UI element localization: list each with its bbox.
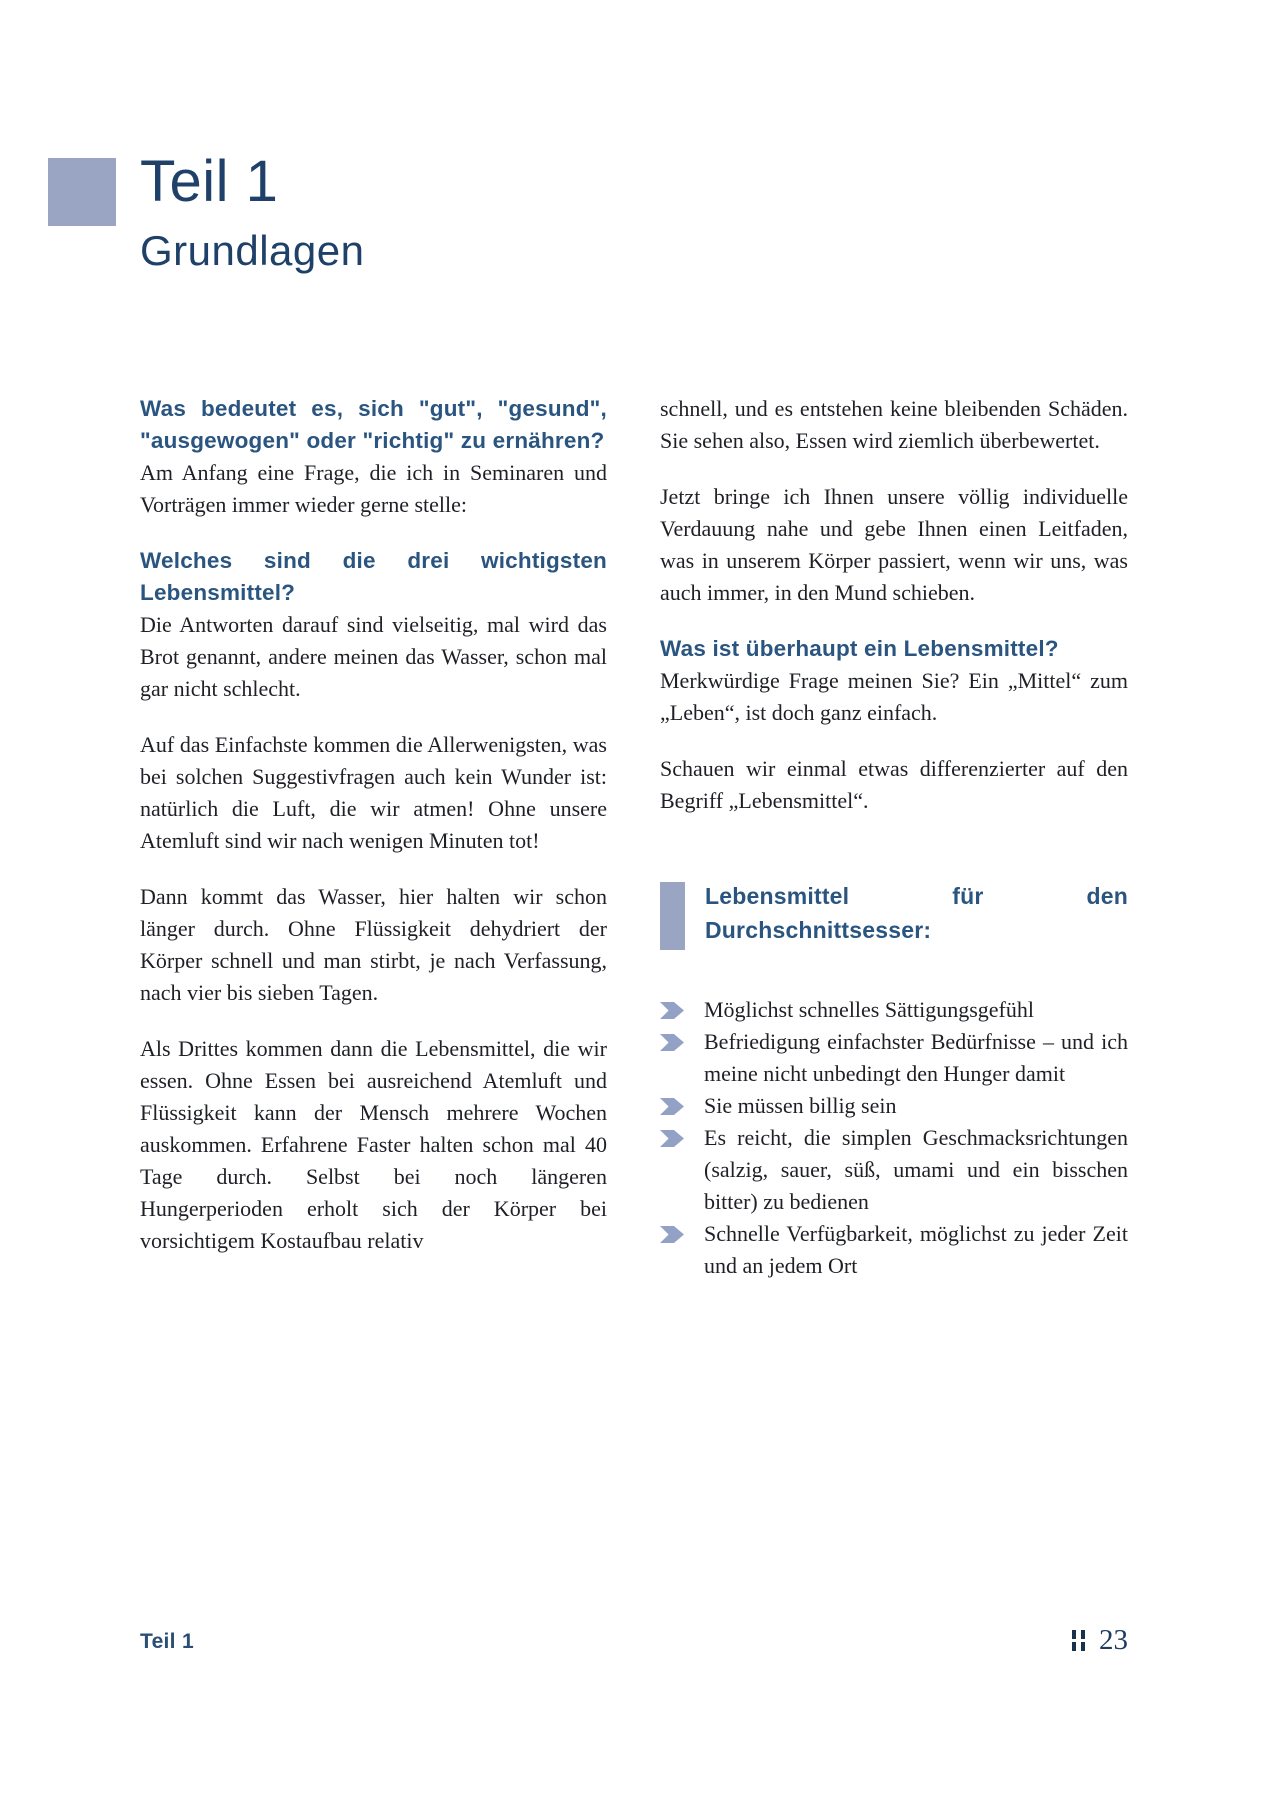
arrow-bullet-icon xyxy=(660,1034,684,1051)
right-column xyxy=(660,393,1128,1282)
paragraph: Schauen wir einmal etwas differenzierter auf den Begriff „Lebensmittel“. xyxy=(660,756,1128,813)
page-number-block xyxy=(1072,1624,1128,1656)
arrow-bullet-icon xyxy=(660,1226,684,1243)
list-item xyxy=(660,994,1128,1026)
box-accent-bar xyxy=(660,882,685,950)
box-section-header xyxy=(660,879,1128,950)
left-column xyxy=(140,393,607,1257)
list-item-text: Möglichst schnelles Sättigungsgefühl xyxy=(704,997,1034,1022)
list-item-text: Befriedigung einfachster Bedürfnisse – und ich meine nicht unbedingt den Hunger damit xyxy=(704,1029,1128,1086)
part-accent-square xyxy=(48,158,116,226)
box-title: Lebensmittel für den Durchschnittsesser: xyxy=(705,883,1128,943)
list-item-text: Sie müssen billig sein xyxy=(704,1093,897,1118)
page-marker-icon xyxy=(1072,1630,1085,1651)
list-item xyxy=(660,1218,1128,1282)
paragraph: Jetzt bringe ich Ihnen unsere völlig individuelle Verdauung nahe und gebe Ihnen einen Leitfaden, was in unserem Körper passiert, wenn wir uns, was auch immer, in den Mund schieben. xyxy=(660,484,1128,605)
paragraph: Dann kommt das Wasser, hier halten wir schon länger durch. Ohne Flüssigkeit dehydriert der Körper schnell und man stirbt, je nach Verfassung, nach vier bis sieben Tagen. xyxy=(140,884,607,1005)
paragraph: Am Anfang eine Frage, die ich in Seminaren und Vorträgen immer wieder gerne stelle: xyxy=(140,460,607,517)
list-item xyxy=(660,1122,1128,1218)
question-heading: Welches sind die drei wichtigsten Lebensmittel? xyxy=(140,548,607,605)
list-item-text: Es reicht, die simplen Geschmacksrichtungen (salzig, sauer, süß, umami und ein bisschen bitter) zu bedienen xyxy=(704,1125,1128,1214)
arrow-bullet-icon xyxy=(660,1002,684,1019)
arrow-bullet-icon xyxy=(660,1098,684,1115)
arrow-bullet-icon xyxy=(660,1130,684,1147)
list-item-text: Schnelle Verfügbarkeit, möglichst zu jeder Zeit und an jedem Ort xyxy=(704,1221,1128,1278)
question-heading: Was ist überhaupt ein Lebensmittel? xyxy=(660,636,1059,661)
question-heading: Was bedeutet es, sich "gut", "gesund", "ausgewogen" oder "richtig" zu ernähren? xyxy=(140,396,607,453)
paragraph: Auf das Einfachste kommen die Allerwenigsten, was bei solchen Suggestivfragen auch kein Wunder ist: natürlich die Luft, die wir atmen! Ohne unsere Atemluft sind wir nach wenigen Minuten tot! xyxy=(140,732,607,853)
part-title: Grundlagen xyxy=(140,227,365,274)
page-number: 23 xyxy=(1099,1624,1128,1656)
list-item xyxy=(660,1090,1128,1122)
paragraph: Als Drittes kommen dann die Lebensmittel, die wir essen. Ohne Essen bei ausreichend Atemluft und Flüssigkeit kann der Mensch mehrere Wochen auskommen. Erfahrene Faster halten schon mal 40 Tage durch. Selbst bei noch längeren Hungerperioden erholt sich der Körper bei vorsichtigem Kostaufbau relativ xyxy=(140,1036,607,1253)
part-number: Teil 1 xyxy=(140,149,279,214)
running-footer-part: Teil 1 xyxy=(140,1630,194,1653)
paragraph: Die Antworten darauf sind vielseitig, mal wird das Brot genannt, andere meinen das Wasser, schon mal gar nicht schlecht. xyxy=(140,612,607,701)
paragraph: Merkwürdige Frage meinen Sie? Ein „Mittel“ zum „Leben“, ist doch ganz einfach. xyxy=(660,668,1128,725)
bullet-list xyxy=(660,994,1128,1282)
list-item xyxy=(660,1026,1128,1090)
paragraph: schnell, und es entstehen keine bleibenden Schäden. Sie sehen also, Essen wird ziemlich überbewertet. xyxy=(660,396,1128,453)
